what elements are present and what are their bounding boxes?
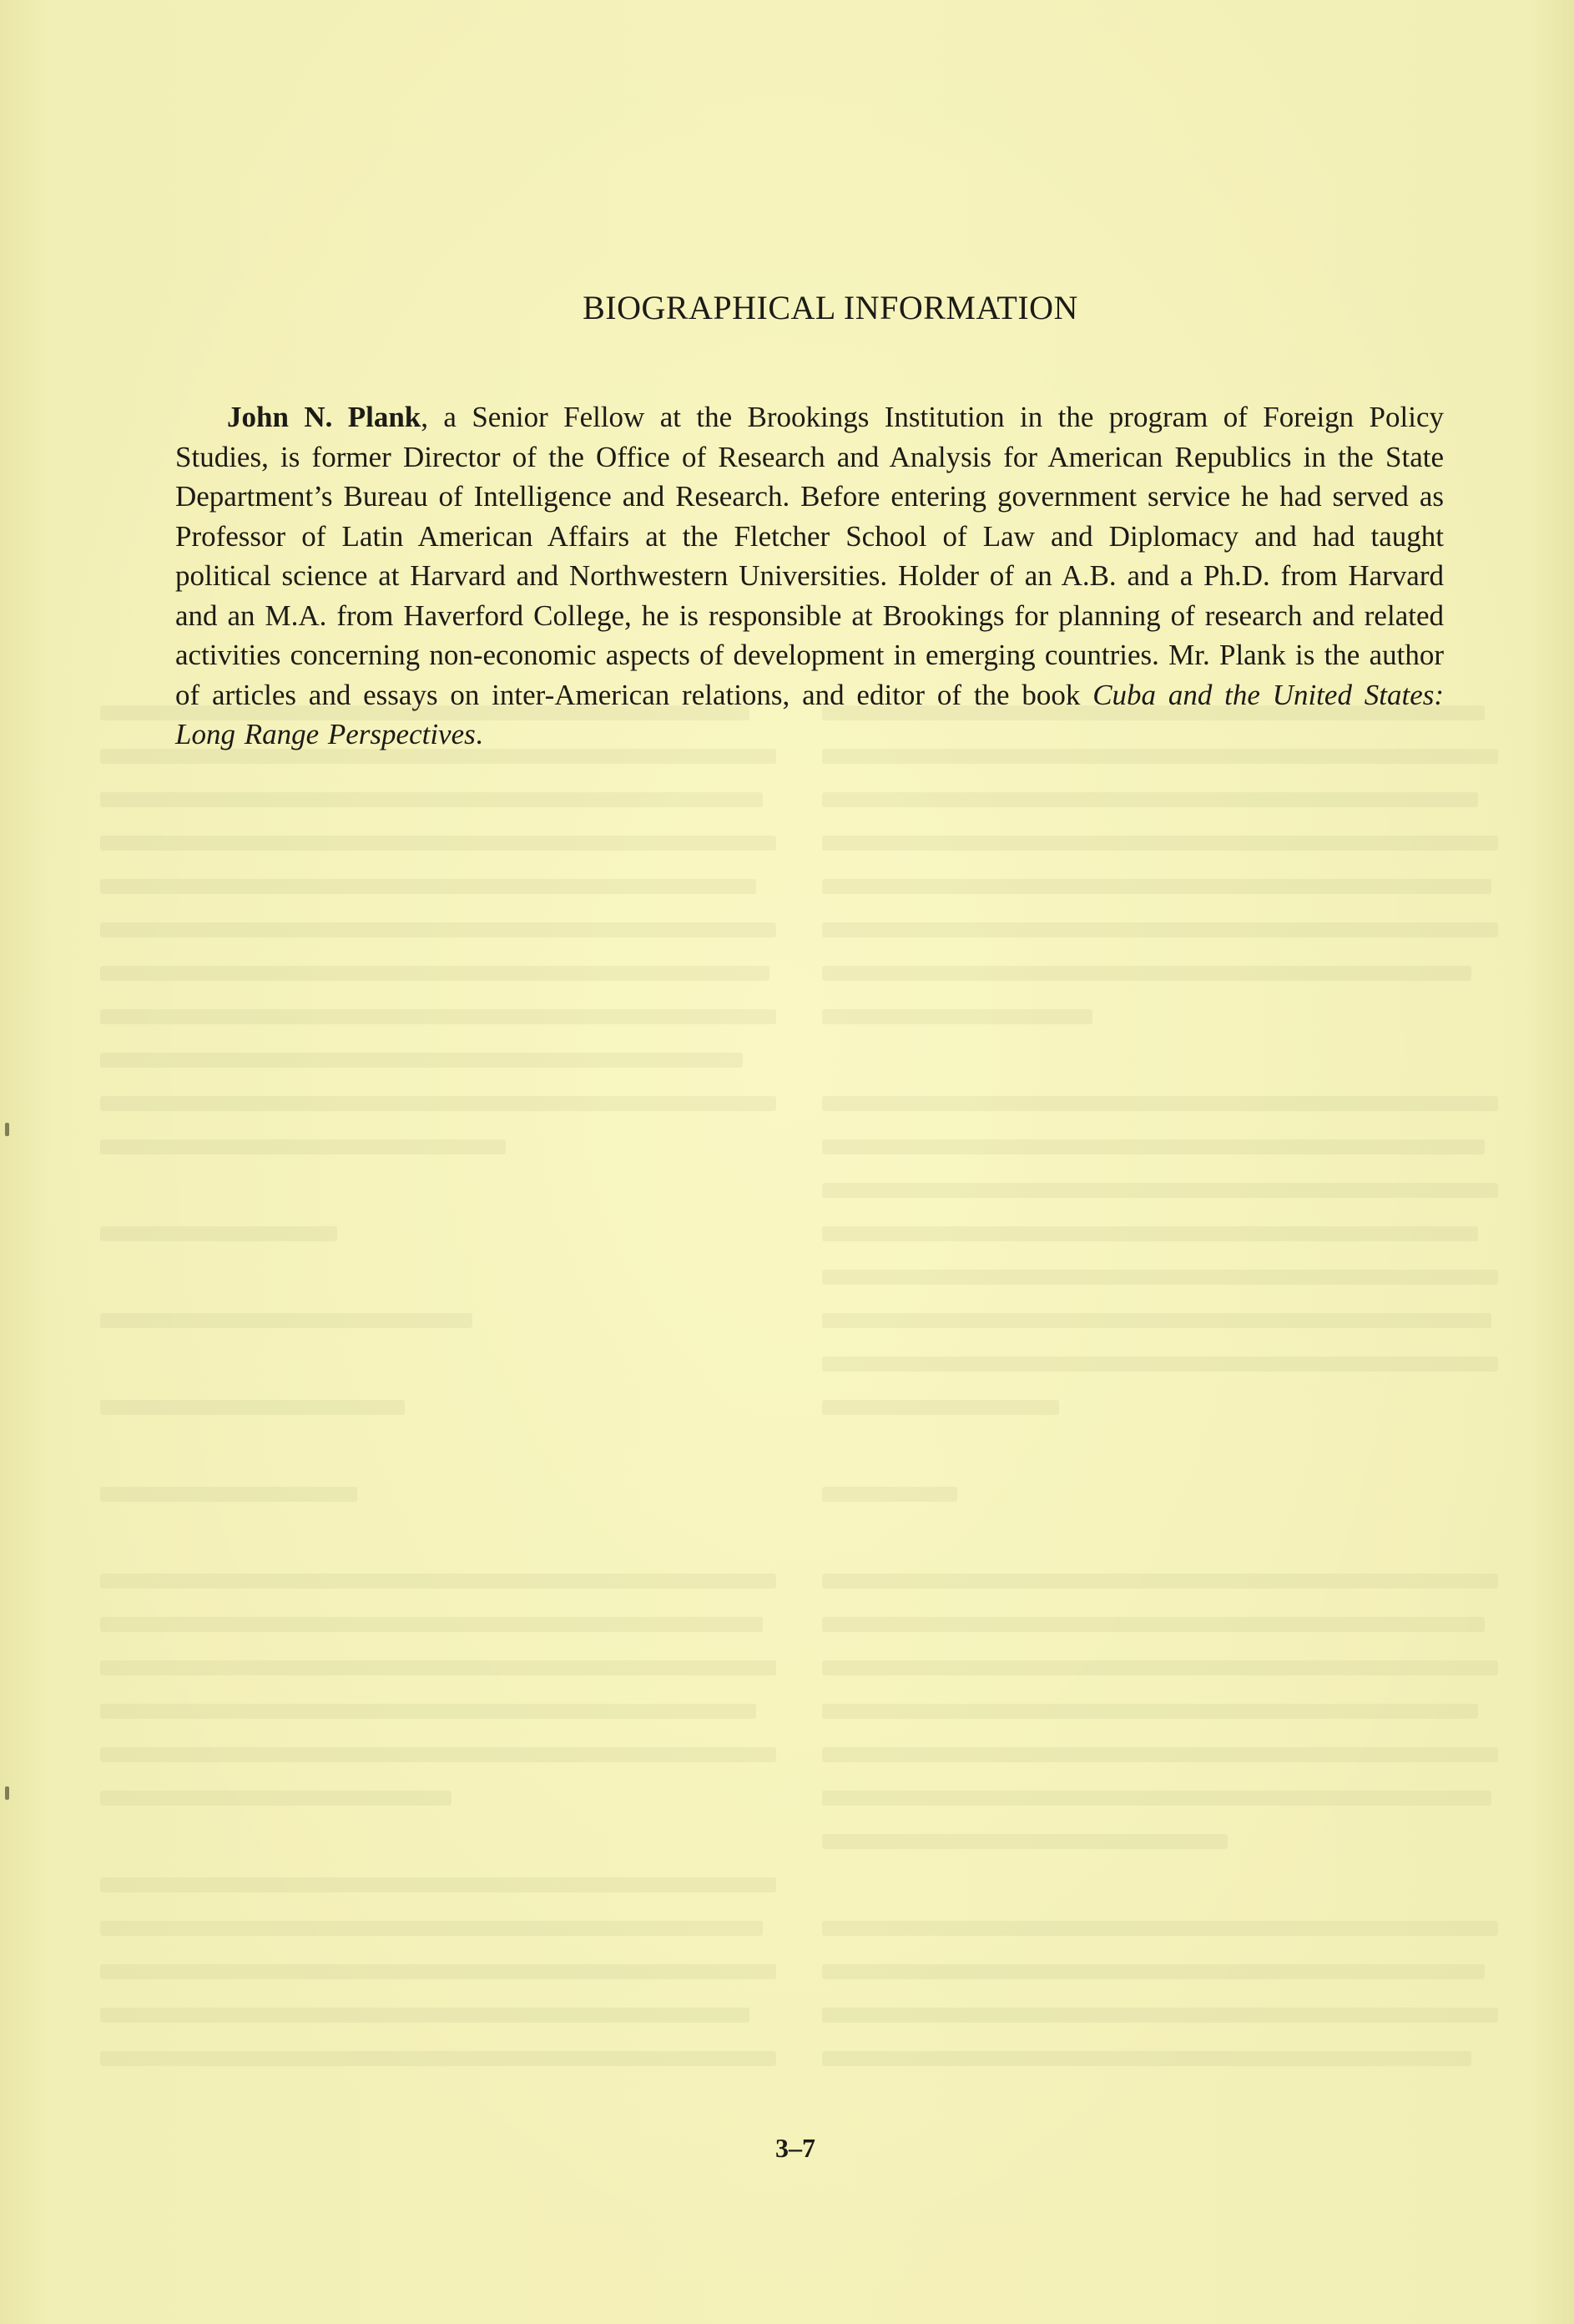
show-through-right-column (822, 705, 1498, 2094)
book-title: Cuba and the United States: Long Range Perspectives (175, 678, 1444, 750)
show-through-left-column (100, 705, 776, 2094)
document-content (175, 288, 1444, 755)
page-number: 3–7 (775, 2133, 815, 2163)
person-name: John N. Plank (227, 401, 421, 433)
biography-text-end: . (475, 718, 483, 750)
margin-mark (5, 1123, 9, 1136)
biography-text: , a Senior Fellow at the Brookings Institution in the program of Foreign Policy Studies, is former Director of the Office of Research and Analysis for American Republics in the State Department’s Bureau of Intelligence and Research. Before entering government service he had served as Professor of Latin American Affairs at the Fletcher School of Law and Diplomacy and had taught political science at Harvard and Northwestern Universities. Holder of an A.B. and a Ph.D. from Harvard and an M.A. from Haverford College, he is responsible at Brookings for planning of research and related activities concerning non-economic aspects of development in emerging countries. Mr. Plank is the author of articles and essays on inter-American relations, and editor of the book (175, 401, 1445, 711)
page-title: BIOGRAPHICAL INFORMATION (583, 289, 1078, 326)
biography-paragraph (175, 397, 1444, 755)
margin-mark (5, 1786, 9, 1800)
